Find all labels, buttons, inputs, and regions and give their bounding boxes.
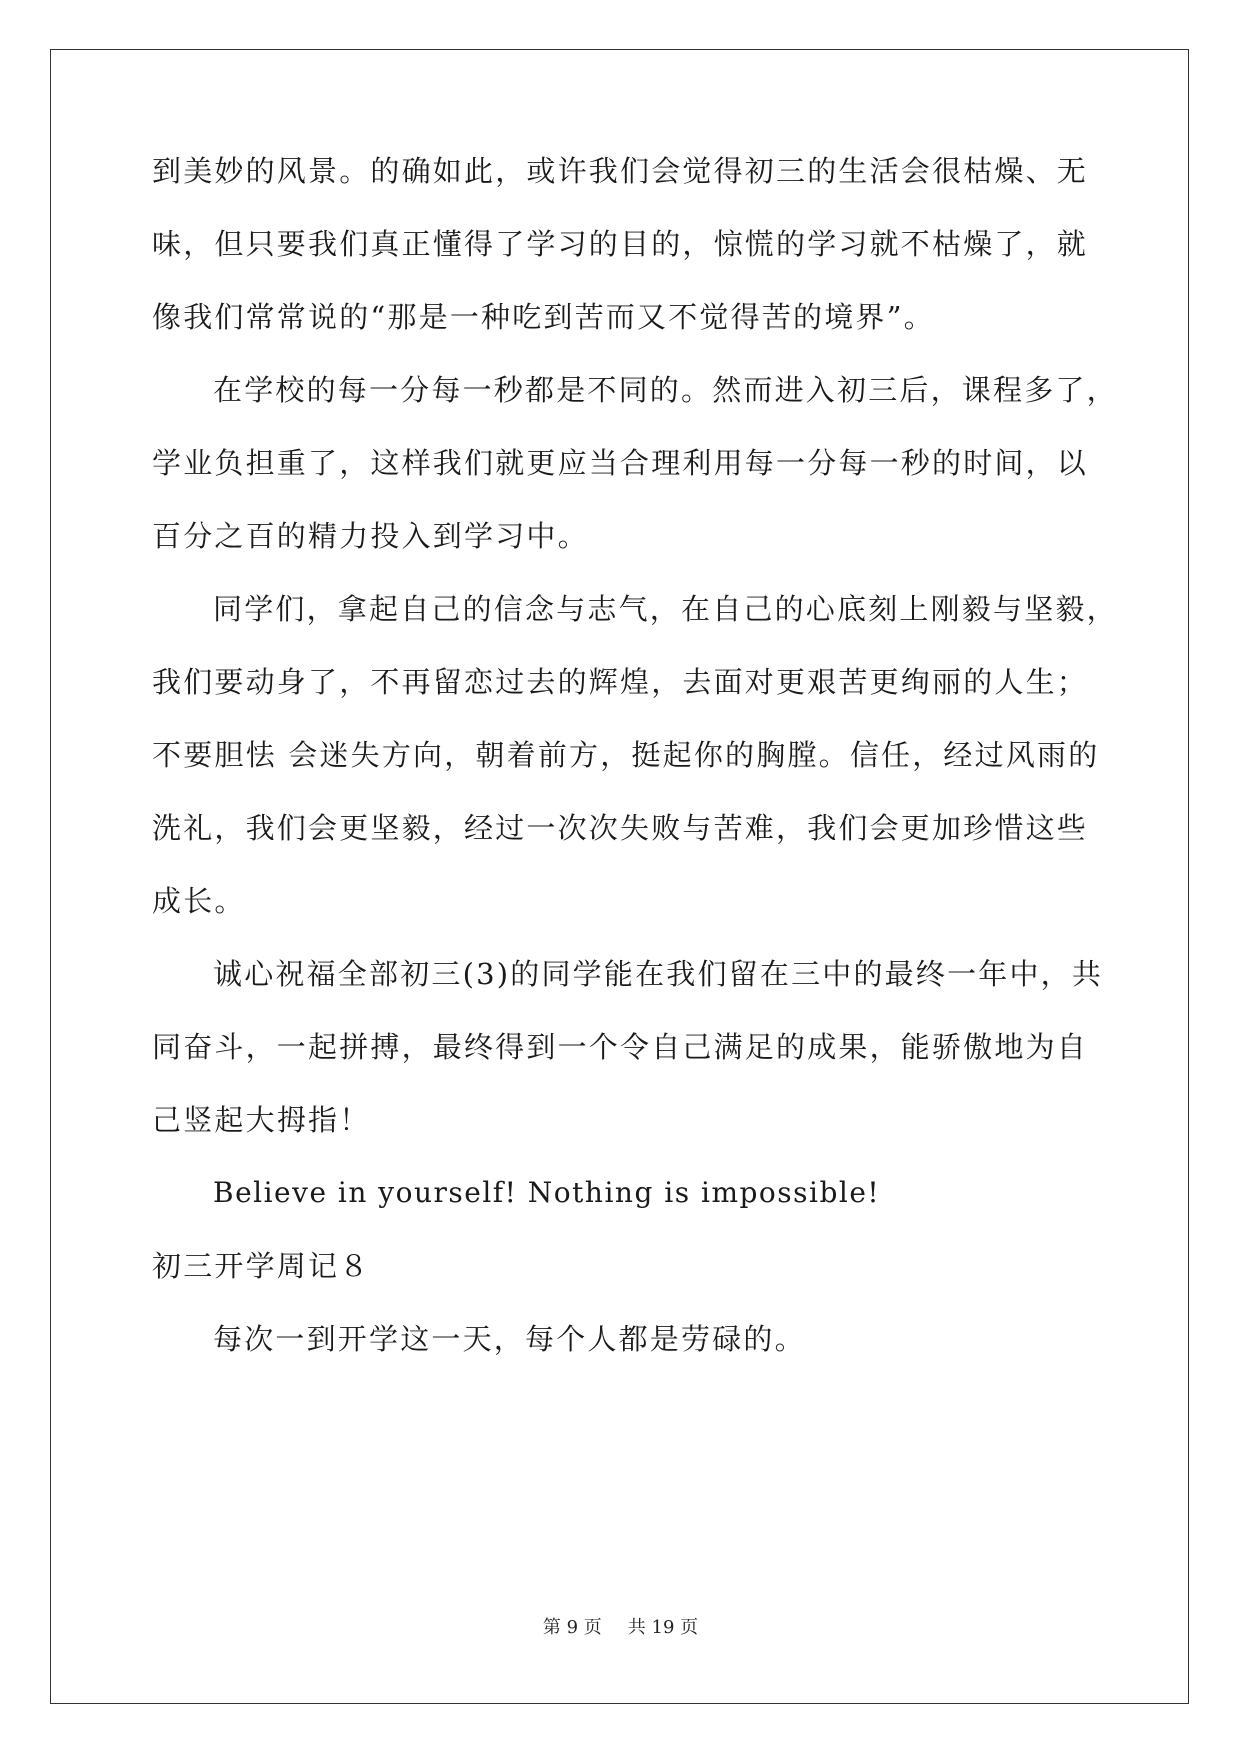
text-line: 洗礼，我们会更坚毅，经过一次次失败与苦难，我们会更加珍惜这些 <box>152 811 1089 845</box>
paragraph-first-line: 同学们，拿起自己的信念与志气，在自己的心底刻上刚毅与坚毅， <box>213 592 1118 626</box>
text-line: 学业负担重了，这样我们就更应当合理利用每一分每一秒的时间，以 <box>152 446 1089 480</box>
text-line: 不要胆怯 会迷失方向，朝着前方，挺起你的胸膛。信任，经过风雨的 <box>152 738 1100 772</box>
text-line: 同奋斗，一起拼搏，最终得到一个令自己满足的成果，能骄傲地为自 <box>152 1030 1089 1064</box>
english-motto: Believe in yourself! Nothing is impossible! <box>213 1176 881 1209</box>
text-line: 像我们常常说的“那是一种吃到苦而又不觉得苦的境界”。 <box>152 300 935 334</box>
page-footer <box>0 1616 1241 1640</box>
text-line: 己竖起大拇指！ <box>152 1103 371 1137</box>
text-line: 成长。 <box>152 884 246 918</box>
section-heading: 初三开学周记８ <box>152 1249 371 1283</box>
total-pages: 共 19 页 <box>627 1617 699 1638</box>
text-line: 我们要动身了，不再留恋过去的辉煌，去面对更艰苦更绚丽的人生； <box>152 665 1089 699</box>
text-line: 味，但只要我们真正懂得了学习的目的，惊慌的学习就不枯燥了，就 <box>152 227 1089 261</box>
text-line: 百分之百的精力投入到学习中。 <box>152 519 589 553</box>
paragraph-first-line: 诚心祝福全部初三(3)的同学能在我们留在三中的最终一年中，共 <box>213 957 1104 991</box>
page-number: 第 9 页 <box>542 1617 602 1638</box>
paragraph-first-line: 在学校的每一分每一秒都是不同的。然而进入初三后，课程多了， <box>213 373 1118 407</box>
text-line: 到美妙的风景。的确如此，或许我们会觉得初三的生活会很枯燥、无 <box>152 154 1089 188</box>
paragraph-first-line: 每次一到开学这一天，每个人都是劳碌的。 <box>213 1322 806 1356</box>
